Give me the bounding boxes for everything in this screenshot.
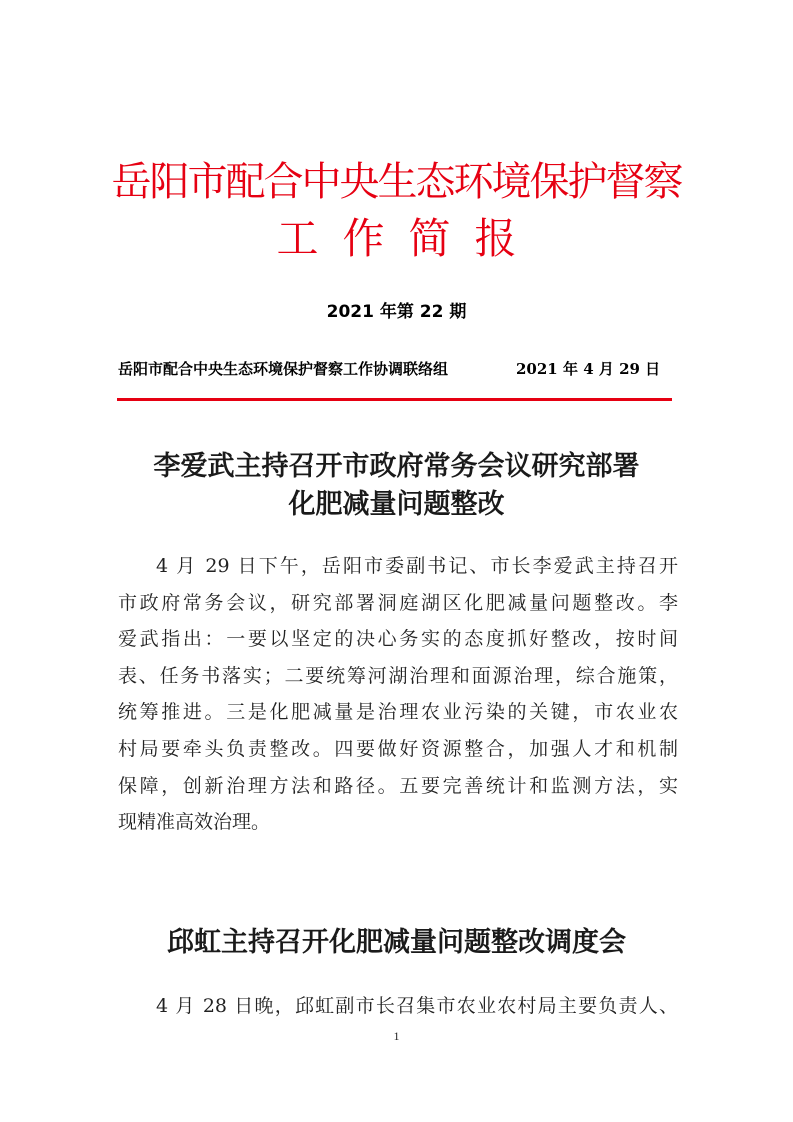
article-1-heading-line-2: 化肥减量问题整改	[288, 489, 505, 520]
issuer-name: 岳阳市配合中央生态环境保护督察工作协调联络组	[118, 360, 449, 378]
body-line: 市政府常务会议，研究部署洞庭湖区化肥减量问题整改。李	[118, 591, 678, 614]
body-line: 统筹推进。三是化肥减量是治理农业污染的关键，市农业农	[118, 701, 678, 724]
masthead-title-line2: 工作简报	[276, 214, 541, 263]
body-line: 4 月 29 日下午，岳阳市委副书记、市长李爱武主持召开	[156, 555, 678, 577]
article-1-body	[118, 548, 678, 841]
body-line: 爱武指出：一要以坚定的决心务实的态度抓好整改，按时间	[118, 628, 678, 651]
masthead-title-line1: 岳阳市配合中央生态环境保护督察	[111, 159, 682, 205]
issue-date: 2021 年 4 月 29 日	[516, 360, 661, 378]
body-line: 现精准高效治理。	[118, 811, 271, 834]
article-1-heading-line-1: 李爱武主持召开市政府常务会议研究部署	[153, 451, 640, 482]
body-line: 4 月 28 日晚，邱虹副市长召集市农业农村局主要负责人、	[156, 995, 678, 1017]
body-line: 保障，创新治理方法和路径。五要完善统计和监测方法，实	[118, 774, 678, 797]
article-2-body	[118, 988, 678, 1025]
body-line: 村局要牵头负责整改。四要做好资源整合，加强人才和机制	[118, 737, 678, 760]
issue-number: 2021 年第 22 期	[326, 302, 467, 322]
red-divider	[117, 398, 672, 401]
article-2-heading: 邱虹主持召开化肥减量问题整改调度会	[167, 927, 626, 958]
body-line: 表、任务书落实；二要统筹河湖治理和面源治理，综合施策，	[118, 664, 678, 687]
page-number: 1	[393, 1029, 400, 1043]
